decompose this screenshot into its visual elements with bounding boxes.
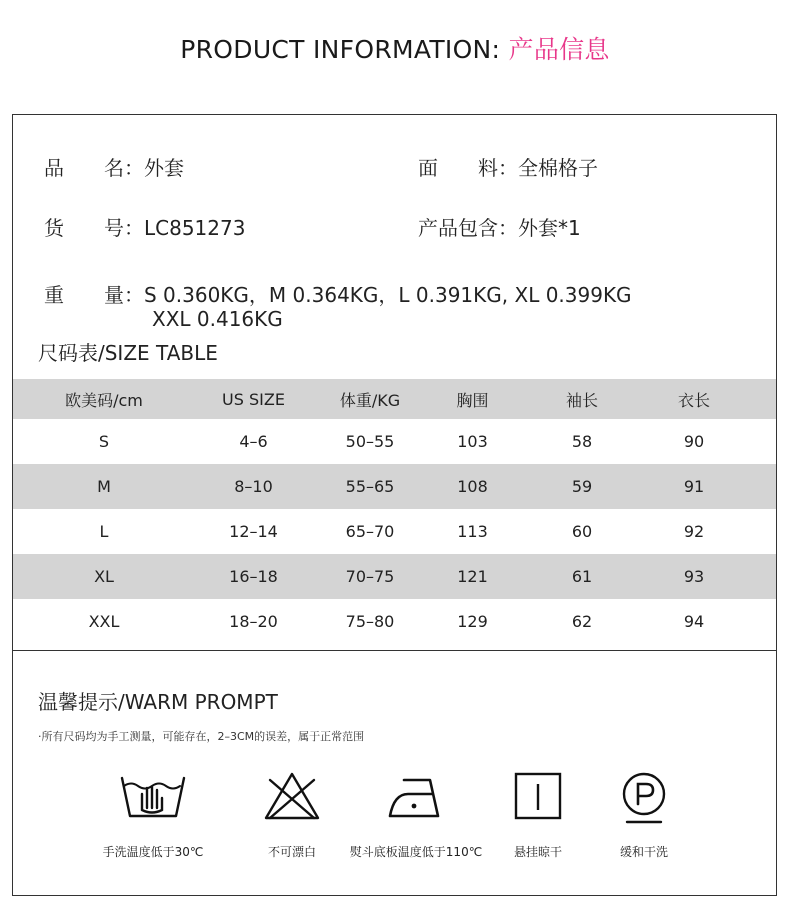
- table-cell: 16–18: [229, 567, 278, 586]
- care-label-no-bleach: 不可漂白: [267, 845, 316, 859]
- table-row: [13, 599, 776, 644]
- measurement-note: ·所有尺码均为手工测量，可能存在，2–3CM的误差，属于正常范围: [38, 730, 365, 743]
- info-sku-value: LC851273: [144, 216, 246, 240]
- table-cell: L: [99, 522, 109, 541]
- size-table-header: [13, 379, 776, 419]
- info-sku-label: 货 号：: [44, 216, 144, 240]
- info-package-value: 外套*1: [518, 216, 581, 240]
- table-cell: 50–55: [345, 432, 395, 451]
- info-fabric: [418, 152, 598, 181]
- info-fabric-label: 面 料：: [418, 156, 518, 180]
- table-cell: 90: [683, 432, 705, 451]
- table-cell: 129: [457, 612, 488, 631]
- table-cell: 75–80: [345, 612, 395, 631]
- table-cell: S: [98, 432, 110, 451]
- table-cell: 59: [571, 477, 593, 496]
- info-weight-label: 重 量：: [44, 283, 144, 307]
- section-divider: [13, 650, 776, 651]
- care-label-hand-wash: 手洗温度低于30℃: [102, 845, 204, 859]
- table-cell: M: [97, 477, 111, 496]
- info-weight-line1: S 0.360KG，M 0.364KG，L 0.391KG, XL 0.399KG: [144, 283, 632, 307]
- header-cell: 欧美码/cm: [65, 390, 143, 410]
- table-cell: 93: [683, 567, 705, 586]
- header-cell: 衣长: [677, 390, 710, 410]
- info-package: [418, 212, 581, 241]
- header-cell: 体重/KG: [339, 390, 401, 410]
- table-cell: 55–65: [345, 477, 395, 496]
- info-weight-line2: XXL 0.416KG: [152, 307, 283, 331]
- info-name-value: 外套: [144, 156, 184, 180]
- table-cell: 92: [683, 522, 705, 541]
- warm-prompt-title: 温馨提示/WARM PROMPT: [38, 690, 278, 714]
- care-label-iron: 熨斗底板温度低于110℃: [349, 845, 483, 859]
- table-row: [13, 509, 776, 554]
- header-cell: 袖长: [565, 390, 598, 410]
- dry-clean-p-icon: [619, 770, 669, 826]
- info-sku: [44, 212, 245, 241]
- table-cell: XL: [94, 567, 114, 586]
- header-cell: 胸围: [456, 390, 489, 410]
- table-cell: 65–70: [345, 522, 395, 541]
- table-cell: 60: [571, 522, 593, 541]
- table-cell: 12–14: [229, 522, 278, 541]
- table-cell: 4–6: [239, 432, 268, 451]
- table-cell: 94: [683, 612, 705, 631]
- table-cell: XXL: [88, 612, 120, 631]
- table-cell: 58: [571, 432, 593, 451]
- table-cell: 108: [457, 477, 488, 496]
- title-chinese: 产品信息: [508, 35, 610, 64]
- table-row: [13, 419, 776, 464]
- info-name-label: 品 名：: [44, 156, 144, 180]
- iron-icon: [386, 770, 446, 822]
- size-table-title: 尺码表/SIZE TABLE: [38, 341, 218, 365]
- info-name: [44, 152, 184, 181]
- header-cell: US SIZE: [222, 389, 285, 409]
- table-cell: 103: [457, 432, 488, 451]
- table-cell: 62: [571, 612, 593, 631]
- care-label-dry-clean: 缓和干洗: [619, 845, 668, 859]
- hang-dry-icon: [513, 770, 563, 822]
- info-weight: [44, 279, 632, 308]
- table-cell: 8–10: [234, 477, 273, 496]
- care-label-hang-dry: 悬挂晾干: [513, 845, 562, 859]
- table-row: [13, 464, 776, 509]
- table-cell: 61: [571, 567, 593, 586]
- table-cell: 121: [457, 567, 488, 586]
- table-cell: 113: [457, 522, 488, 541]
- info-fabric-value: 全棉格子: [518, 156, 598, 180]
- table-cell: 70–75: [345, 567, 395, 586]
- table-row: [13, 554, 776, 599]
- table-cell: 18–20: [229, 612, 278, 631]
- title-english: PRODUCT INFORMATION:: [180, 35, 509, 64]
- table-cell: 91: [683, 477, 705, 496]
- info-package-label: 产品包含：: [418, 216, 518, 240]
- size-table: [13, 379, 776, 644]
- page-title: [0, 30, 790, 66]
- hand-wash-icon: [118, 770, 188, 822]
- no-bleach-icon: [262, 770, 322, 822]
